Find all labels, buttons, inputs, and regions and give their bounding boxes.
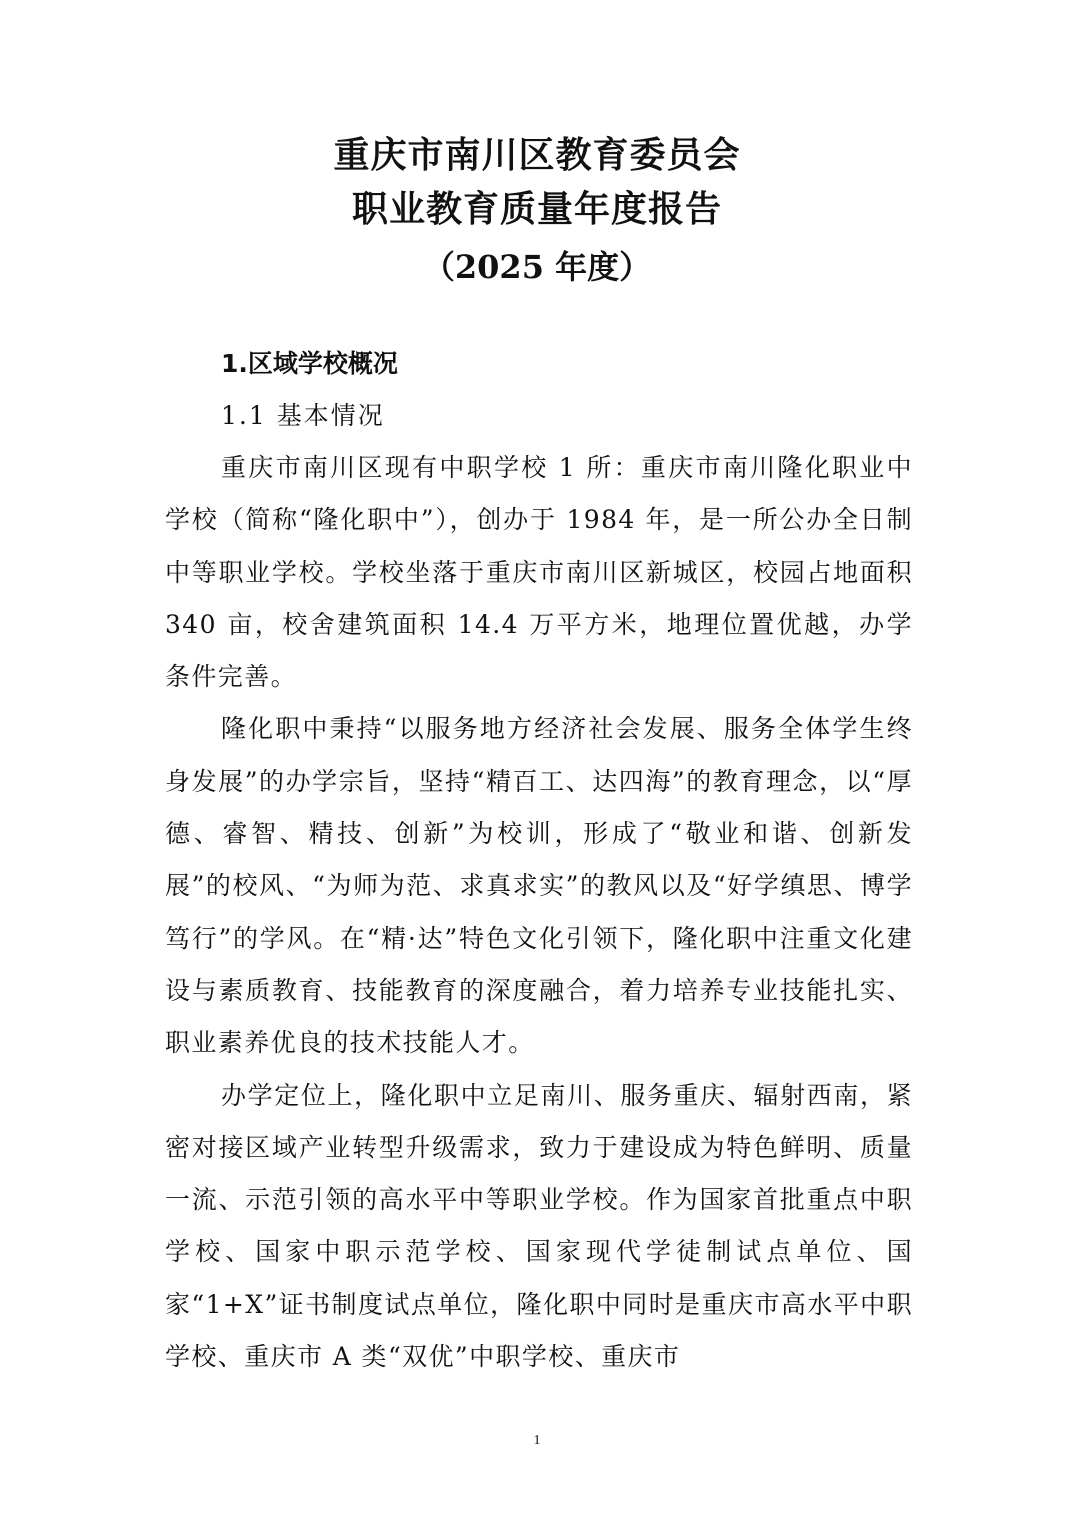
paragraph-1: 重庆市南川区现有中职学校 1 所：重庆市南川隆化职业中学校（简称“隆化职中”），创办于 1984 年，是一所公办全日制中等职业学校。学校坐落于重庆市南川区新城区，校园占地面积 340 亩，校舍建筑面积 14.4 万平方米，地理位置优越，办学条件完善。	[165, 453, 913, 692]
report-title	[0, 128, 1074, 292]
page-number: 1	[533, 1433, 541, 1448]
report-body	[165, 338, 913, 1383]
paragraph-2: 隆化职中秉持“以服务地方经济社会发展、服务全体学生终身发展”的办学宗旨，坚持“精百工、达四海”的教育理念，以“厚德、睿智、精技、创新”为校训，形成了“敬业和谐、创新发展”的校风、“为师为范、求真求实”的教风以及“好学缜思、博学笃行”的学风。在“精·达”特色文化引领下，隆化职中注重文化建设与素质教育、技能教育的深度融合，着力培养专业技能扎实、职业素养优良的技术技能人才。	[165, 714, 913, 1058]
subsection-heading: 1.1 基本情况	[221, 401, 385, 430]
title-year: （2025 年度）	[422, 248, 652, 286]
section-heading: 1.区域学校概况	[221, 349, 398, 378]
paragraph-3: 办学定位上，隆化职中立足南川、服务重庆、辐射西南，紧密对接区域产业转型升级需求，致力于建设成为特色鲜明、质量一流、示范引领的高水平中等职业学校。作为国家首批重点中职学校、国家中职示范学校、国家现代学徒制试点单位、国家“1+X”证书制度试点单位，隆化职中同时是重庆市高水平中职学校、重庆市 A 类“双优”中职学校、重庆市	[165, 1080, 913, 1372]
title-line-1: 重庆市南川区教育委员会	[333, 134, 741, 176]
title-line-2: 职业教育质量年度报告	[351, 188, 722, 230]
